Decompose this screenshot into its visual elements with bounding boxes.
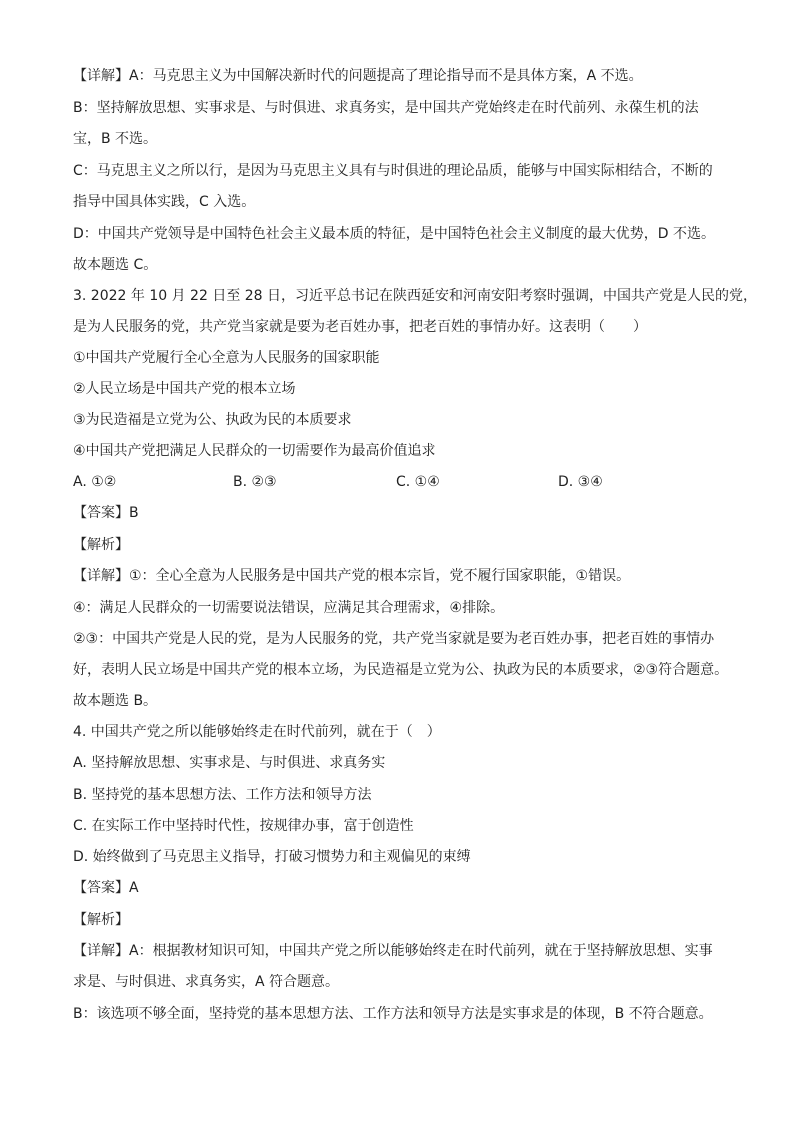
text-line: 故本题选 C。 <box>73 257 158 273</box>
option-b: B. ②③ <box>233 474 277 490</box>
text-line: 求是、与时俱进、求真务实，A 符合题意。 <box>73 974 340 990</box>
question-3-stem: 是为人民服务的党，共产党当家就是要为老百姓办事，把老百姓的事情办好。这表明（ ） <box>73 319 647 335</box>
option-a: A. ①② <box>73 474 117 490</box>
option-c: C. ①④ <box>396 474 440 490</box>
text-line: 故本题选 B。 <box>73 693 158 709</box>
text-line: 好，表明人民立场是中国共产党的根本立场，为民造福是立党为公、执政为民的本质要求，②③符合题意。 <box>73 662 729 678</box>
text-line: 指导中国具体实践，C 入选。 <box>73 194 256 210</box>
text-line: ②③：中国共产党是人民的党，是为人民服务的党，共产党当家就是要为老百姓办事，把老百姓的事情办 <box>73 631 715 647</box>
statement-item: ③为民造福是立党为公、执政为民的本质要求 <box>73 412 352 428</box>
option-c: C. 在实际工作中坚持时代性，按规律办事，富于创造性 <box>73 818 414 834</box>
text-line: ④：满足人民群众的一切需要说法错误，应满足其合理需求，④排除。 <box>73 600 505 616</box>
answer-label: 【答案】A <box>73 880 139 896</box>
text-line: B：坚持解放思想、实事求是、与时俱进、求真务实，是中国共产党始终走在时代前列、永葆生机的法 <box>73 100 699 116</box>
analysis-label: 【解析】 <box>73 537 129 553</box>
text-line: 【详解】A：马克思主义为中国解决新时代的问题提高了理论指导而不是具体方案，A 不选。 <box>73 68 643 84</box>
answer-label: 【答案】B <box>73 505 139 521</box>
question-3-stem: 3. 2022 年 10 月 22 日至 28 日，习近平总书记在陕西延安和河南安阳考察时强调，中国共产党是人民的党， <box>73 288 758 304</box>
statement-item: ④中国共产党把满足人民群众的一切需要作为最高价值追求 <box>73 443 436 459</box>
text-line: C：马克思主义之所以行，是因为马克思主义具有与时俱进的理论品质，能够与中国实际相结合，不断的 <box>73 163 713 179</box>
question-4-stem: 4. 中国共产党之所以能够始终走在时代前列，就在于（ ） <box>73 724 441 740</box>
statement-item: ②人民立场是中国共产党的根本立场 <box>73 381 296 397</box>
text-line: B：该选项不够全面，坚持党的基本思想方法、工作方法和领导方法是实事求是的体现，B 不符合题意。 <box>73 1006 713 1022</box>
analysis-label: 【解析】 <box>73 912 129 928</box>
statement-item: ①中国共产党履行全心全意为人民服务的国家职能 <box>73 350 380 366</box>
option-d: D. ③④ <box>558 474 603 490</box>
option-b: B. 坚持党的基本思想方法、工作方法和领导方法 <box>73 787 372 803</box>
text-line: D：中国共产党领导是中国特色社会主义最本质的特征，是中国特色社会主义制度的最大优势，D 不选。 <box>73 226 716 242</box>
text-line: 宝，B 不选。 <box>73 131 158 147</box>
text-line: 【详解】A：根据教材知识可知，中国共产党之所以能够始终走在时代前列，就在于坚持解放思想、实事 <box>73 943 713 959</box>
option-a: A. 坚持解放思想、实事求是、与时俱进、求真务实 <box>73 755 386 771</box>
text-line: 【详解】①：全心全意为人民服务是中国共产党的根本宗旨，党不履行国家职能，①错误。 <box>73 568 631 584</box>
option-d: D. 始终做到了马克思主义指导，打破习惯势力和主观偏见的束缚 <box>73 849 471 865</box>
